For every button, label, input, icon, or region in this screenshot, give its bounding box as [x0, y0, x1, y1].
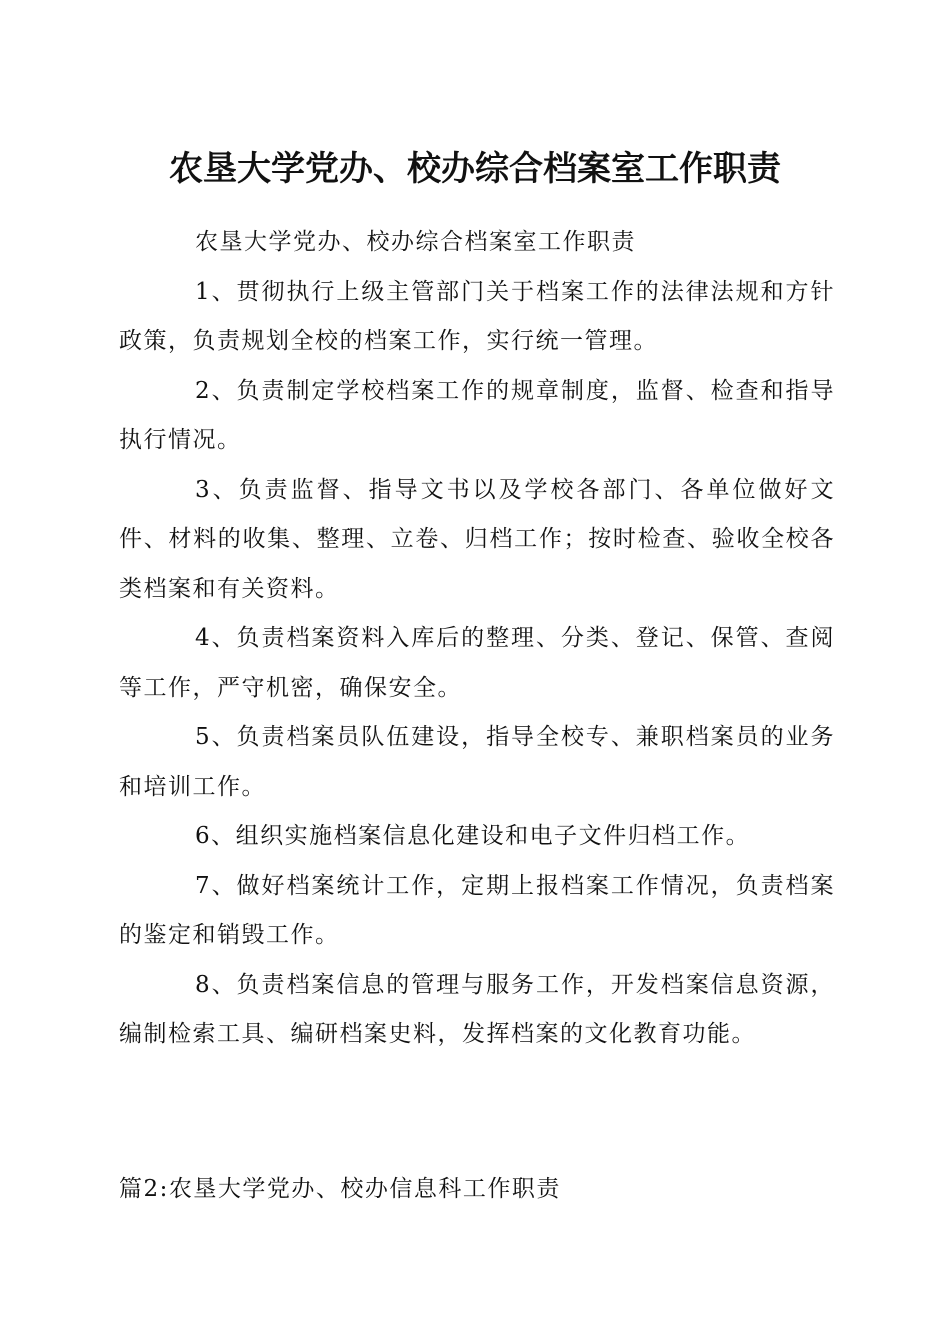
duty-item-4: 4、负责档案资料入库后的整理、分类、登记、保管、查阅等工作，严守机密，确保安全。 [119, 625, 835, 701]
document-subtitle: 农垦大学党办、校办综合档案室工作职责 [195, 229, 636, 255]
duty-item-2: 2、负责制定学校档案工作的规章制度，监督、检查和指导执行情况。 [119, 377, 835, 453]
part2-heading: 篇2:农垦大学党办、校办信息科工作职责 [119, 1176, 561, 1202]
duty-item-6: 6、组织实施档案信息化建设和电子文件归档工作。 [195, 823, 751, 849]
document-title: 农垦大学党办、校办综合档案室工作职责 [169, 149, 781, 189]
document-body [119, 218, 835, 1060]
duty-item-7: 7、做好档案统计工作，定期上报档案工作情况，负责档案的鉴定和销毁工作。 [119, 872, 835, 948]
duty-item-8: 8、负责档案信息的管理与服务工作，开发档案信息资源，编制检索工具、编研档案史料，发挥档案的文化教育功能。 [119, 971, 835, 1047]
duty-item-5: 5、负责档案员队伍建设，指导全校专、兼职档案员的业务和培训工作。 [119, 724, 835, 800]
duty-item-1: 1、贯彻执行上级主管部门关于档案工作的法律法规和方针政策，负责规划全校的档案工作，实行统一管理。 [119, 278, 835, 354]
duty-item-3: 3、负责监督、指导文书以及学校各部门、各单位做好文件、材料的收集、整理、立卷、归档工作；按时检查、验收全校各类档案和有关资料。 [119, 476, 835, 602]
